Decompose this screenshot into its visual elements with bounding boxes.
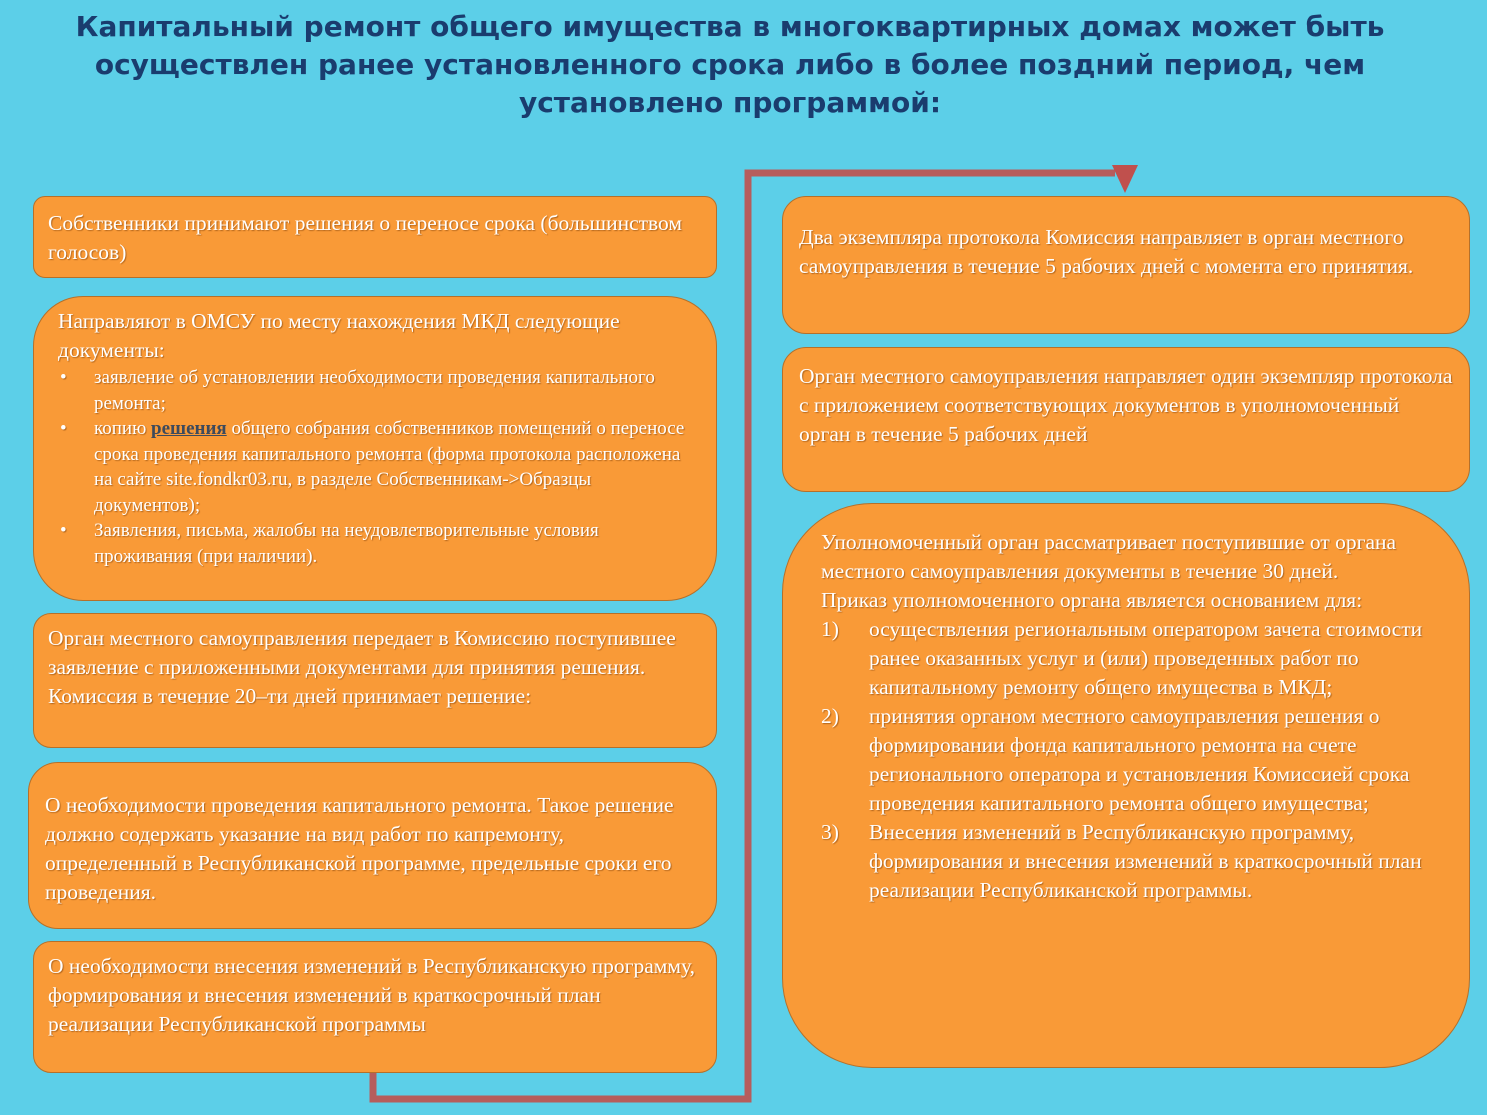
authorized-body-intro2: Приказ уполномоченного органа является основанием для: [821, 588, 1363, 612]
item-text: Внесения изменений в Республиканскую программу, формирования и внесения изменений в краткосрочный план реализации Республиканской программы. [869, 820, 1422, 902]
documents-item2-before: копию [94, 418, 152, 439]
documents-item-decision-copy [94, 416, 696, 518]
omsu-forward-box [782, 347, 1470, 492]
protocol-copies-text: Два экземпляра протокола Комиссия направляет в орган местного самоуправления в течение 5 рабочих дней с момента его принятия. [799, 225, 1414, 278]
owners-decision-text: Собственники принимают решения о переносе срока (большинством голосов) [48, 211, 682, 264]
protocol-copies-box [782, 196, 1470, 334]
authorized-body-list [821, 615, 1439, 905]
item-text: осуществления региональным оператором зачета стоимости ранее оказанных услуг и (или) проведенных работ по капитальному ремонту общего имущества в МКД; [869, 617, 1423, 699]
authorized-body-item [821, 615, 1439, 702]
item-number: 1) [821, 617, 839, 641]
documents-item-application: • заявление об установлении необходимости проведения капитального ремонта; [94, 365, 696, 416]
decision-repair-box [28, 762, 717, 929]
item-number: 2) [821, 704, 839, 728]
item-text: принятия органом местного самоуправления решения о формировании фонда капитального ремонта на счете регионального оператора и установления Комиссией срока проведения капитального ремонта общего имущества; [869, 704, 1410, 815]
commission-transfer-text: Орган местного самоуправления передает в Комиссию поступившее заявление с приложенными документами для принятия решения. Комиссия в течение 20–ти дней принимает решение: [48, 626, 676, 708]
commission-transfer-box [33, 613, 717, 748]
decision-link[interactable]: решения [151, 418, 227, 439]
authorized-body-box [782, 503, 1470, 1068]
documents-item-complaints: • Заявления, письма, жалобы на неудовлетворительные условия проживания (при наличии). [94, 518, 696, 569]
documents-box [33, 296, 717, 601]
decision-changes-text: О необходимости внесения изменений в Республиканскую программу, формирования и внесения изменений в краткосрочный план реализации Республиканской программы [48, 954, 695, 1036]
owners-decision-box [33, 196, 717, 278]
omsu-forward-text: Орган местного самоуправления направляет один экземпляр протокола с приложением соответствующих документов в уполномоченный орган в течение 5 рабочих дней [799, 364, 1453, 446]
authorized-body-item [821, 818, 1439, 905]
authorized-body-item [821, 702, 1439, 818]
decision-repair-text: О необходимости проведения капитального ремонта. Такое решение должно содержать указание на вид работ по капремонту, определенный в Республиканской программе, предельные сроки его проведения. [45, 793, 674, 904]
slide-title: Капитальный ремонт общего имущества в многоквартирных домах может быть осуществлен ранее установленного срока либо в более поздний период, чем установлено программой: [75, 10, 1385, 119]
documents-list [58, 365, 696, 569]
decision-changes-box [33, 941, 717, 1073]
authorized-body-intro1: Уполномоченный орган рассматривает поступившие от органа местного самоуправления документы в течение 30 дней. [821, 530, 1397, 583]
documents-intro: Направляют в ОМСУ по месту нахождения МКД следующие документы: [58, 309, 620, 362]
documents-item2-after: общего собрания собственников помещений о переносе срока проведения капитального ремонта (форма протокола расположена на сайте site.fondkr03.ru, в разделе Собственникам->Образцы документов); [94, 418, 685, 516]
connector-arrowhead [1112, 165, 1138, 193]
item-number: 3) [821, 820, 839, 844]
